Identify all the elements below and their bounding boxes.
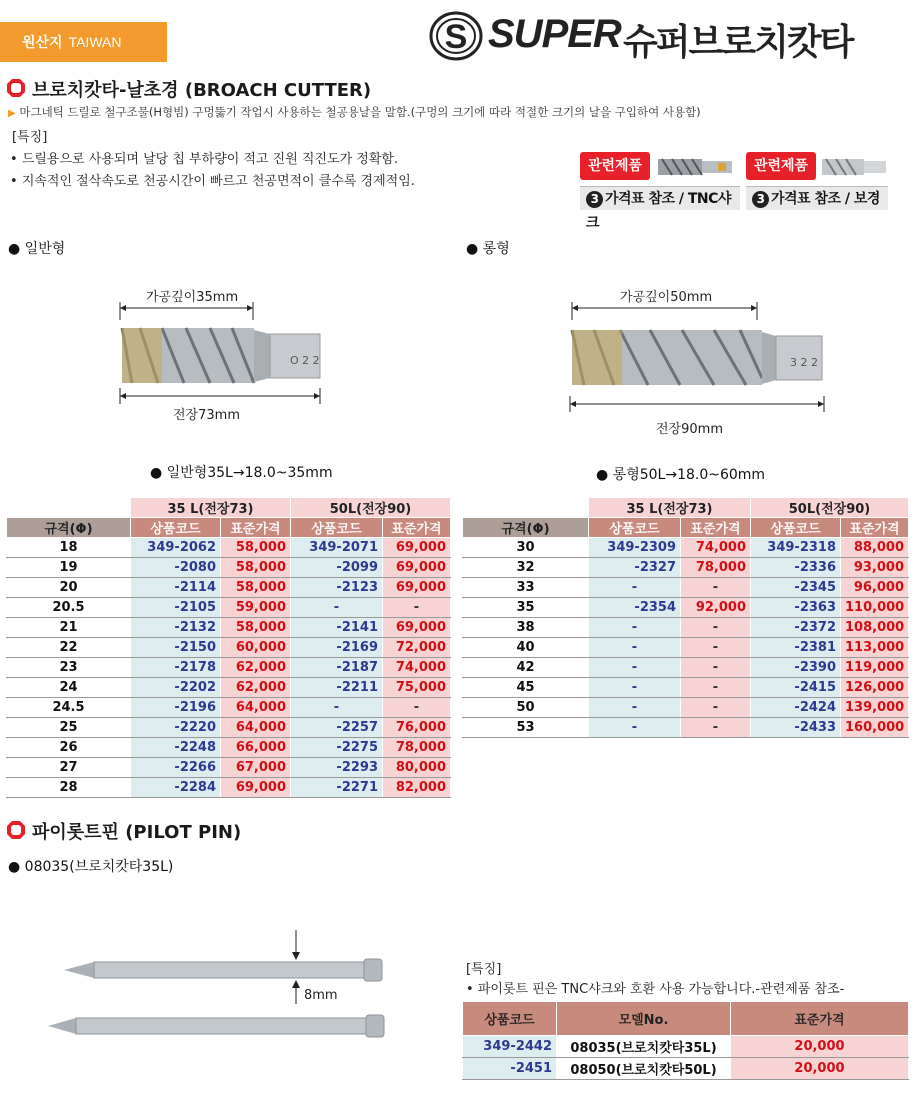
price-cell: 139,000 bbox=[841, 698, 909, 718]
table-row bbox=[463, 618, 909, 638]
price-cell: 74,000 bbox=[681, 538, 751, 558]
feature-item: • 드릴용으로 사용되며 날당 칩 부하량이 적고 진원 직진도가 정확함. bbox=[10, 152, 399, 167]
number-badge: 3 bbox=[752, 191, 769, 208]
pilot-dim-label: 8mm bbox=[304, 988, 338, 1003]
model-cell: 08035(브로치캇타35L) bbox=[557, 1036, 731, 1058]
price-cell: 69,000 bbox=[383, 618, 451, 638]
number-badge: 3 bbox=[586, 191, 603, 208]
code-cell: -2150 bbox=[131, 638, 221, 658]
code-cell: -2105 bbox=[131, 598, 221, 618]
price-cell: 58,000 bbox=[221, 618, 291, 638]
price-cell: - bbox=[681, 618, 751, 638]
long-length-label: 전장90mm bbox=[656, 422, 723, 437]
code-header: 상품코드 bbox=[291, 518, 383, 538]
code-cell: - bbox=[589, 678, 681, 698]
price-cell: 160,000 bbox=[841, 718, 909, 738]
general-shank-marking: O 2 2 bbox=[290, 354, 320, 367]
price-header: 표준가격 bbox=[841, 518, 909, 538]
code-cell: -2196 bbox=[131, 698, 221, 718]
related-text: 가격표 참조 / TNC샤크 bbox=[586, 191, 731, 231]
pilot-features-heading: [특징] bbox=[466, 962, 502, 977]
spec-cell: 20 bbox=[7, 578, 131, 598]
spec-cell: 19 bbox=[7, 558, 131, 578]
long-cutter-drawing bbox=[562, 300, 832, 418]
related-label bbox=[580, 186, 740, 231]
code-cell: -2390 bbox=[751, 658, 841, 678]
price-cell: 69,000 bbox=[383, 558, 451, 578]
code-cell: - bbox=[291, 698, 383, 718]
table-row bbox=[463, 578, 909, 598]
code-cell: -2415 bbox=[751, 678, 841, 698]
spec-cell: 42 bbox=[463, 658, 589, 678]
price-cell: - bbox=[681, 638, 751, 658]
price-cell: - bbox=[681, 678, 751, 698]
code-cell: 349-2442 bbox=[463, 1036, 557, 1058]
group-header-50l: 50L(전장90) bbox=[291, 498, 451, 518]
price-cell: 62,000 bbox=[221, 678, 291, 698]
price-header: 표준가격 bbox=[221, 518, 291, 538]
price-cell: 20,000 bbox=[731, 1036, 909, 1058]
code-cell: -2220 bbox=[131, 718, 221, 738]
price-cell: 59,000 bbox=[221, 598, 291, 618]
feature-item: • 지속적인 절삭속도로 천공시간이 빠르고 천공면적이 클수록 경제적임. bbox=[10, 174, 415, 189]
code-cell: 349-2309 bbox=[589, 538, 681, 558]
table-row bbox=[7, 658, 451, 678]
code-cell: - bbox=[589, 578, 681, 598]
code-cell: - bbox=[589, 658, 681, 678]
spec-cell: 40 bbox=[463, 638, 589, 658]
code-cell: -2114 bbox=[131, 578, 221, 598]
general-depth-label: 가공깊이35mm bbox=[146, 290, 239, 305]
code-cell: - bbox=[589, 718, 681, 738]
price-cell: 60,000 bbox=[221, 638, 291, 658]
code-cell: 349-2062 bbox=[131, 538, 221, 558]
code-cell: -2372 bbox=[751, 618, 841, 638]
pilot-feature-text: 파이롯트 핀은 TNC샤크와 호환 사용 가능합니다.-관련제품 참조- bbox=[477, 982, 845, 997]
price-cell: 78,000 bbox=[383, 738, 451, 758]
price-cell: 20,000 bbox=[731, 1058, 909, 1080]
long-type-heading: ● 롱형 bbox=[466, 241, 510, 257]
group-header-50l: 50L(전장90) bbox=[751, 498, 909, 518]
price-cell: 96,000 bbox=[841, 578, 909, 598]
code-cell: - bbox=[291, 598, 383, 618]
code-cell: -2123 bbox=[291, 578, 383, 598]
feature-text: 지속적인 절삭속도로 천공시간이 빠르고 천공면적이 클수록 경제적임. bbox=[21, 174, 415, 189]
table-row bbox=[463, 558, 909, 578]
table-row bbox=[7, 558, 451, 578]
code-cell: -2451 bbox=[463, 1058, 557, 1080]
price-cell: - bbox=[681, 658, 751, 678]
code-cell: -2132 bbox=[131, 618, 221, 638]
code-cell: -2275 bbox=[291, 738, 383, 758]
spec-cell: 35 bbox=[463, 598, 589, 618]
table-row bbox=[7, 778, 451, 798]
code-cell: - bbox=[589, 698, 681, 718]
spec-cell: 22 bbox=[7, 638, 131, 658]
table-row bbox=[7, 538, 451, 558]
pilot-code-header: 상품코드 bbox=[463, 1002, 557, 1036]
price-header: 표준가격 bbox=[383, 518, 451, 538]
price-cell: 78,000 bbox=[681, 558, 751, 578]
price-cell: 110,000 bbox=[841, 598, 909, 618]
code-cell: -2293 bbox=[291, 758, 383, 778]
pilot-pin-drawing bbox=[40, 922, 400, 1048]
price-cell: 58,000 bbox=[221, 558, 291, 578]
code-header: 상품코드 bbox=[589, 518, 681, 538]
code-cell: -2381 bbox=[751, 638, 841, 658]
table-row bbox=[7, 618, 451, 638]
code-cell: -2354 bbox=[589, 598, 681, 618]
code-cell: -2187 bbox=[291, 658, 383, 678]
spec-cell: 38 bbox=[463, 618, 589, 638]
code-cell: -2424 bbox=[751, 698, 841, 718]
price-cell: 75,000 bbox=[383, 678, 451, 698]
triangle-bullet-icon: ▶ bbox=[8, 108, 16, 119]
price-cell: 113,000 bbox=[841, 638, 909, 658]
spec-cell: 28 bbox=[7, 778, 131, 798]
code-cell: -2248 bbox=[131, 738, 221, 758]
price-cell: 58,000 bbox=[221, 578, 291, 598]
price-header: 표준가격 bbox=[681, 518, 751, 538]
spec-cell: 45 bbox=[463, 678, 589, 698]
price-cell: 58,000 bbox=[221, 538, 291, 558]
general-length-label: 전장73mm bbox=[173, 408, 240, 423]
price-cell: 69,000 bbox=[221, 778, 291, 798]
code-cell: - bbox=[589, 638, 681, 658]
long-depth-label: 가공깊이50mm bbox=[620, 290, 713, 305]
price-cell: 76,000 bbox=[383, 718, 451, 738]
group-header-35l: 35 L(전장73) bbox=[589, 498, 751, 518]
table-row bbox=[7, 638, 451, 658]
code-cell: -2099 bbox=[291, 558, 383, 578]
price-cell: 92,000 bbox=[681, 598, 751, 618]
related-badge: 관련제품 bbox=[746, 152, 816, 180]
spec-cell: 26 bbox=[7, 738, 131, 758]
code-cell: -2345 bbox=[751, 578, 841, 598]
price-cell: 62,000 bbox=[221, 658, 291, 678]
general-type-heading: ● 일반형 bbox=[8, 241, 66, 257]
code-cell: - bbox=[589, 618, 681, 638]
table-row bbox=[463, 638, 909, 658]
table-row bbox=[7, 698, 451, 718]
price-cell: - bbox=[681, 698, 751, 718]
price-cell: 64,000 bbox=[221, 718, 291, 738]
spec-cell: 33 bbox=[463, 578, 589, 598]
code-cell: -2433 bbox=[751, 718, 841, 738]
brand-word: SUPER bbox=[488, 12, 621, 56]
code-cell: -2169 bbox=[291, 638, 383, 658]
spec-cell: 32 bbox=[463, 558, 589, 578]
code-cell: -2271 bbox=[291, 778, 383, 798]
s-logo-icon bbox=[428, 10, 484, 62]
code-cell: -2363 bbox=[751, 598, 841, 618]
price-table-long bbox=[462, 497, 909, 738]
related-badge: 관련제품 bbox=[580, 152, 650, 180]
price-cell: 66,000 bbox=[221, 738, 291, 758]
spec-cell: 20.5 bbox=[7, 598, 131, 618]
long-range: ● 롱형50L→18.0~60mm bbox=[596, 467, 766, 483]
related-product-bokyung[interactable] bbox=[746, 152, 888, 212]
price-cell: 126,000 bbox=[841, 678, 909, 698]
general-range: ● 일반형35L→18.0~35mm bbox=[150, 465, 333, 481]
price-cell: 74,000 bbox=[383, 658, 451, 678]
cutter-thumb-icon bbox=[658, 156, 734, 178]
long-type-heading-text: 롱형 bbox=[482, 241, 510, 257]
table-row bbox=[463, 1036, 909, 1058]
origin-value: TAIWAN bbox=[68, 34, 122, 50]
spec-cell: 24 bbox=[7, 678, 131, 698]
table-row bbox=[463, 658, 909, 678]
code-cell: -2257 bbox=[291, 718, 383, 738]
price-cell: - bbox=[383, 698, 451, 718]
origin-label: 원산지 bbox=[22, 34, 63, 50]
spec-cell: 30 bbox=[463, 538, 589, 558]
cutter-thumb-icon bbox=[822, 156, 888, 178]
table-row bbox=[463, 718, 909, 738]
table-row bbox=[7, 598, 451, 618]
price-cell: 82,000 bbox=[383, 778, 451, 798]
spec-cell: 18 bbox=[7, 538, 131, 558]
group-header-35l: 35 L(전장73) bbox=[131, 498, 291, 518]
code-cell: 349-2071 bbox=[291, 538, 383, 558]
price-cell: 93,000 bbox=[841, 558, 909, 578]
svg-text:S: S bbox=[444, 18, 468, 56]
general-cutter-drawing bbox=[110, 300, 330, 410]
general-type-heading-text: 일반형 bbox=[24, 241, 66, 257]
code-header: 상품코드 bbox=[751, 518, 841, 538]
pilot-price-header: 표준가격 bbox=[731, 1002, 909, 1036]
code-cell: -2202 bbox=[131, 678, 221, 698]
general-range-text: 일반형35L→18.0~35mm bbox=[166, 465, 333, 481]
origin-banner bbox=[0, 22, 167, 62]
related-text: 가격표 참조 / 보경 bbox=[771, 191, 880, 207]
code-cell: -2336 bbox=[751, 558, 841, 578]
feature-text: 드릴용으로 사용되며 날당 칩 부하량이 적고 진원 직진도가 정확함. bbox=[21, 152, 399, 167]
code-cell: -2284 bbox=[131, 778, 221, 798]
pilot-price-table bbox=[462, 1001, 909, 1080]
code-cell: -2141 bbox=[291, 618, 383, 638]
spec-header: 규격(Φ) bbox=[463, 518, 589, 538]
hexagon-icon bbox=[6, 820, 26, 840]
code-cell: -2327 bbox=[589, 558, 681, 578]
code-cell: -2211 bbox=[291, 678, 383, 698]
code-cell: -2266 bbox=[131, 758, 221, 778]
price-cell: 64,000 bbox=[221, 698, 291, 718]
related-product-tnc[interactable] bbox=[580, 152, 740, 231]
spec-cell: 25 bbox=[7, 718, 131, 738]
spec-header: 규격(Φ) bbox=[7, 518, 131, 538]
broach-description bbox=[8, 104, 701, 120]
price-cell: 72,000 bbox=[383, 638, 451, 658]
pilot-section-title: 파이롯트핀 (PILOT PIN) bbox=[32, 822, 242, 843]
table-row bbox=[7, 738, 451, 758]
code-cell: 349-2318 bbox=[751, 538, 841, 558]
table-row bbox=[463, 1058, 909, 1080]
price-table-general bbox=[6, 497, 451, 798]
spec-cell: 24.5 bbox=[7, 698, 131, 718]
table-row bbox=[7, 578, 451, 598]
pilot-subheading-text: 08035(브로치캇타35L) bbox=[24, 859, 174, 875]
price-cell: 80,000 bbox=[383, 758, 451, 778]
price-cell: - bbox=[681, 718, 751, 738]
model-cell: 08050(브로치캇타50L) bbox=[557, 1058, 731, 1080]
broach-description-text: 마그네틱 드릴로 철구조물(H형빔) 구멍뚫기 작업시 사용하는 철공용날을 말함.(구멍의 크기에 따라 적절한 크기의 날을 구입하여 사용함) bbox=[19, 105, 701, 119]
pilot-subheading: ● 08035(브로치캇타35L) bbox=[8, 859, 174, 875]
table-row bbox=[7, 678, 451, 698]
price-cell: 69,000 bbox=[383, 538, 451, 558]
related-label bbox=[746, 186, 888, 210]
code-cell: -2080 bbox=[131, 558, 221, 578]
hexagon-icon bbox=[6, 78, 26, 98]
table-row bbox=[463, 678, 909, 698]
table-row bbox=[463, 538, 909, 558]
long-shank-marking: 3 2 2 bbox=[790, 356, 818, 369]
spec-cell: 27 bbox=[7, 758, 131, 778]
price-cell: 88,000 bbox=[841, 538, 909, 558]
price-cell: 108,000 bbox=[841, 618, 909, 638]
table-row bbox=[463, 698, 909, 718]
spec-cell: 53 bbox=[463, 718, 589, 738]
long-range-text: 롱형50L→18.0~60mm bbox=[612, 467, 766, 483]
broach-section-title: 브로치캇타-날초경 (BROACH CUTTER) bbox=[32, 80, 372, 101]
table-row bbox=[463, 598, 909, 618]
spec-cell: 50 bbox=[463, 698, 589, 718]
table-row bbox=[7, 718, 451, 738]
spec-cell: 21 bbox=[7, 618, 131, 638]
brand-logo bbox=[428, 10, 908, 62]
pilot-feature-item: • 파이롯트 핀은 TNC샤크와 호환 사용 가능합니다.-관련제품 참조- bbox=[466, 982, 845, 997]
price-cell: 67,000 bbox=[221, 758, 291, 778]
code-cell: -2178 bbox=[131, 658, 221, 678]
brand-korean: 슈퍼브로치캇타 bbox=[623, 22, 853, 63]
features-heading: [특징] bbox=[12, 130, 48, 145]
price-cell: 69,000 bbox=[383, 578, 451, 598]
price-cell: 119,000 bbox=[841, 658, 909, 678]
pilot-model-header: 모델No. bbox=[557, 1002, 731, 1036]
price-cell: - bbox=[383, 598, 451, 618]
table-row bbox=[7, 758, 451, 778]
code-header: 상품코드 bbox=[131, 518, 221, 538]
spec-cell: 23 bbox=[7, 658, 131, 678]
price-cell: - bbox=[681, 578, 751, 598]
